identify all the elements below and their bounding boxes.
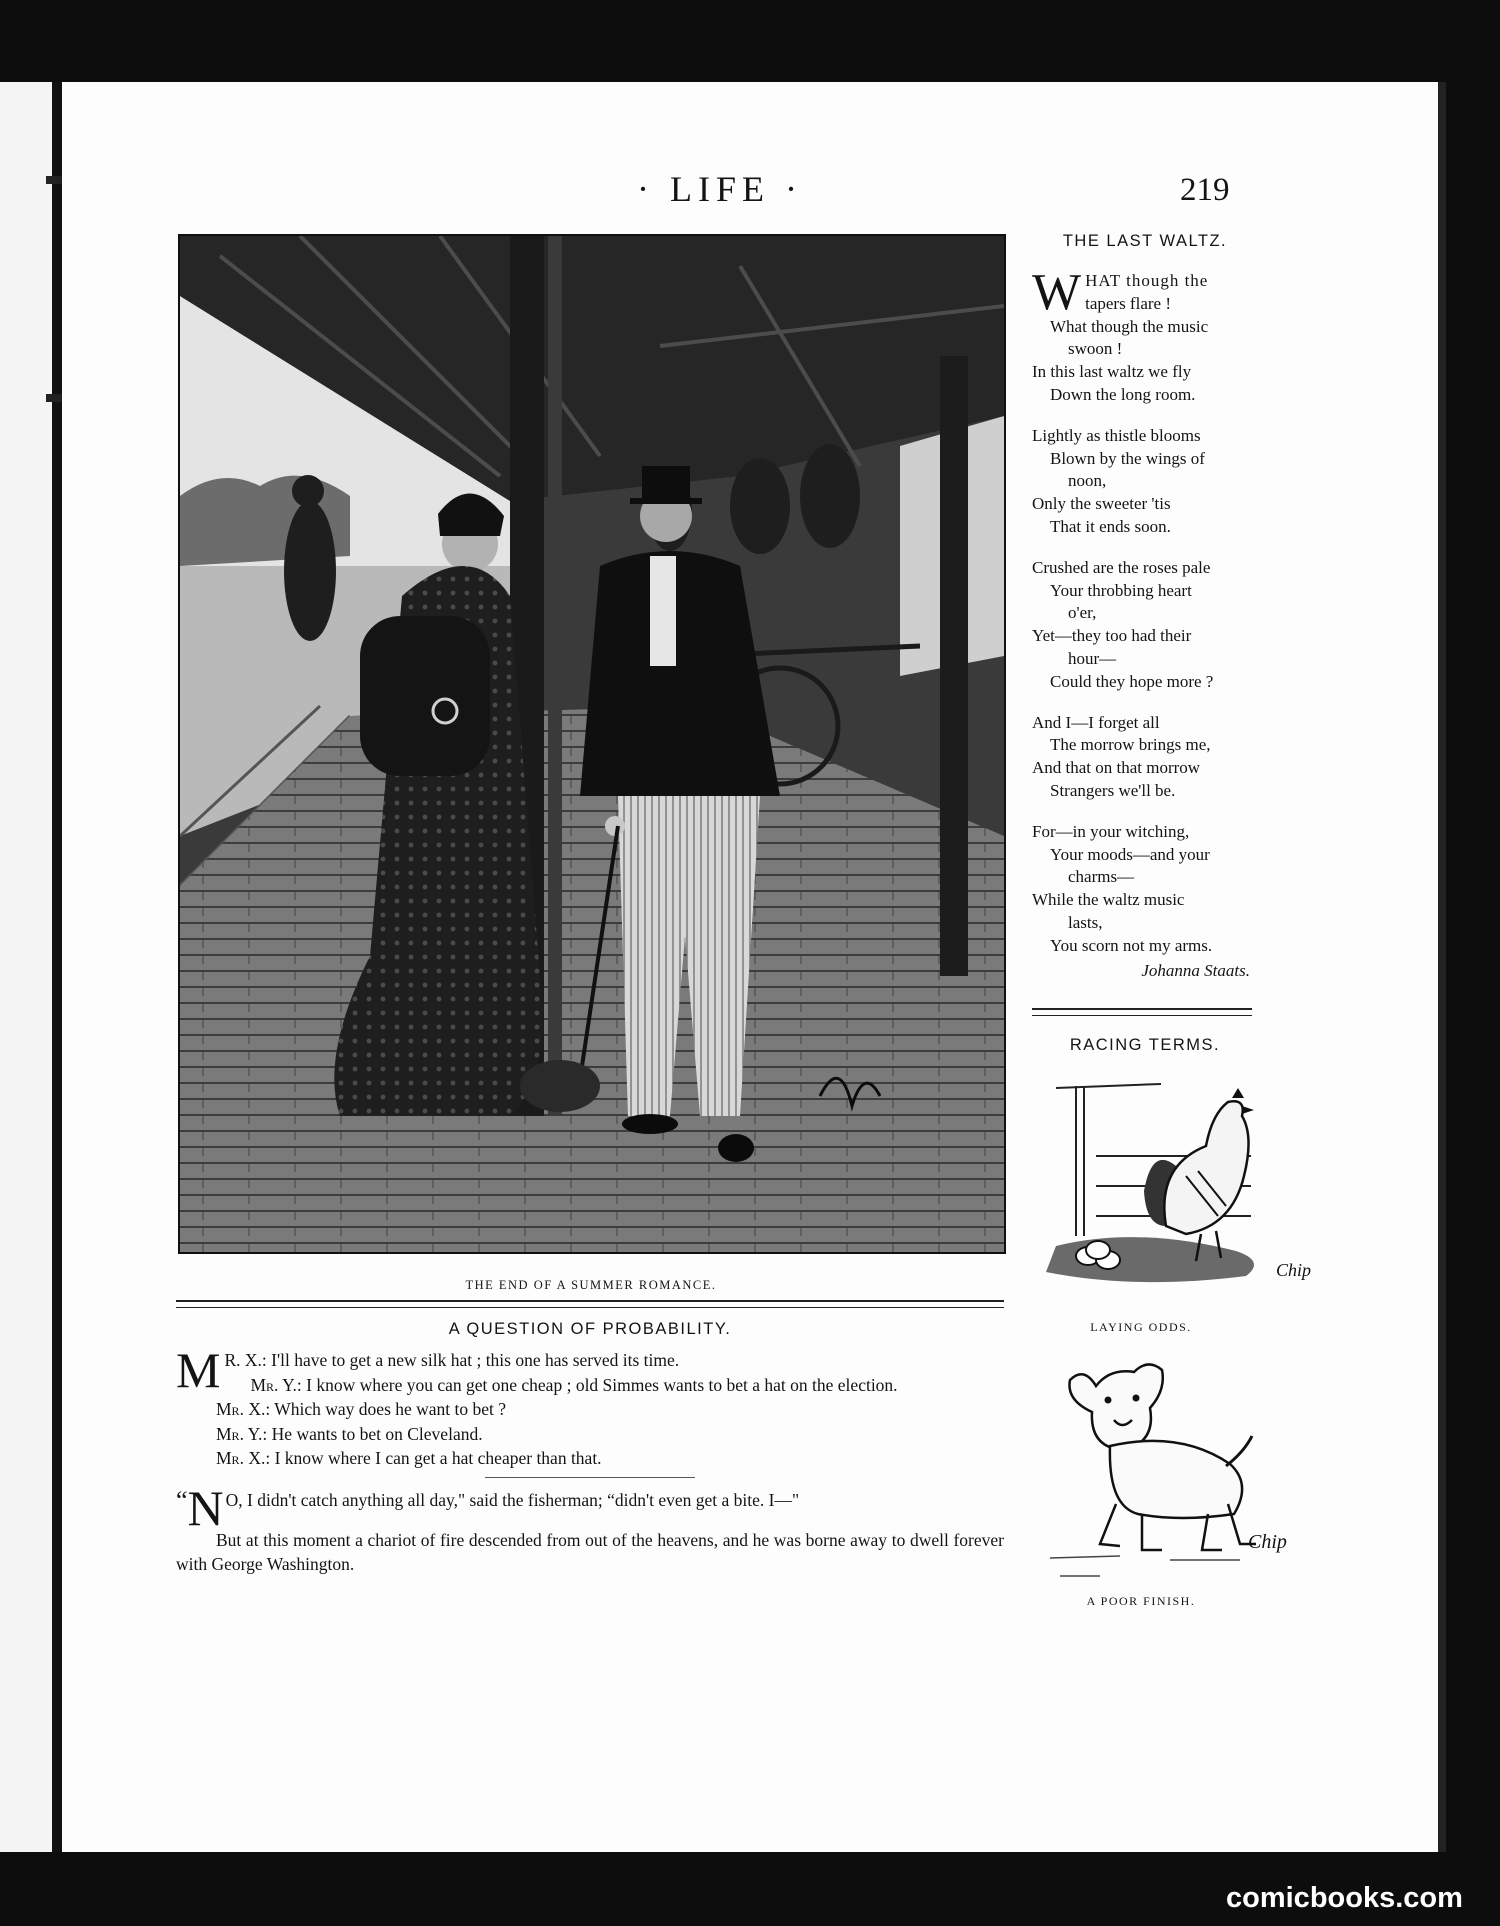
poem-line: tapers flare ! <box>1085 293 1171 313</box>
poem-line: lasts, <box>1068 912 1103 932</box>
poem <box>1032 264 1258 982</box>
hen-cartoon <box>1036 1076 1326 1306</box>
poem-line: o'er, <box>1068 603 1097 623</box>
illustration-caption: THE END OF A SUMMER ROMANCE. <box>465 1278 717 1292</box>
dog-caption: A POOR FINISH. <box>1086 1594 1196 1608</box>
anecdote-line <box>176 1479 1004 1536</box>
poem-line: In this last waltz we fly <box>1032 362 1192 382</box>
section-divider <box>176 1300 1004 1308</box>
poem-line: Only the sweeter 'tis <box>1032 494 1171 514</box>
poem-line: noon, <box>1068 471 1107 491</box>
binding-mark <box>46 394 62 402</box>
poem-line: Your throbbing heart <box>1050 580 1192 600</box>
short-divider <box>485 1477 695 1478</box>
bulldog-icon <box>1030 1354 1320 1584</box>
poem-stanza <box>1032 264 1258 407</box>
poem-line: While the waltz music <box>1032 890 1185 910</box>
book-spine <box>52 82 62 1852</box>
anecdote-text: But at this moment a chariot of fire descended from out of the heavens, and he was borne away to dwell forever with George Washington. <box>176 1529 1004 1574</box>
dialogue-text: : I know where you can get one cheap ; old Simmes wants to bet a hat on the election. <box>296 1374 898 1395</box>
poem-line: HAT though the <box>1085 271 1209 290</box>
station-platform-scene <box>180 236 1004 1252</box>
magazine-title: · LIFE · <box>637 169 803 209</box>
poem-line: For—in your witching, <box>1032 821 1190 841</box>
page-number: 219 <box>1180 172 1230 208</box>
poem-stanza <box>1032 821 1258 958</box>
poem-line: hour— <box>1068 648 1117 668</box>
watermark: comicbooks.com <box>1226 1882 1463 1914</box>
poem-dropcap: W <box>1032 264 1082 321</box>
poem-stanza <box>1032 712 1258 803</box>
poem-line: Yet—they too had their <box>1032 626 1192 646</box>
poem-stanza <box>1032 425 1258 539</box>
poem-line: Strangers we'll be. <box>1050 780 1176 800</box>
poem-line: And that on that morrow <box>1032 758 1201 778</box>
page-right-edge <box>1438 82 1446 1852</box>
poem-title: THE LAST WALTZ. <box>1062 232 1228 250</box>
speaker: Mr. X. <box>216 1448 266 1468</box>
dialogue-line <box>176 1373 1004 1398</box>
poem-line: charms— <box>1068 867 1135 887</box>
poem-line: You scorn not my arms. <box>1050 935 1213 955</box>
hen-signature: Chip <box>1276 1260 1312 1280</box>
main-illustration <box>178 234 1006 1254</box>
article-title: A QUESTION OF PROBABILITY. <box>448 1320 732 1338</box>
poem-line: And I—I forget all <box>1032 712 1160 732</box>
open-quote: “ <box>176 1485 188 1515</box>
article-body <box>176 1342 1004 1577</box>
poem-line: Could they hope more ? <box>1050 671 1214 691</box>
speaker: Mr. X. <box>216 1399 266 1419</box>
poem-stanza <box>1032 557 1258 694</box>
dialogue-text: : I know where I can get a hat cheaper than that. <box>265 1448 602 1468</box>
article-dropcap: M <box>176 1342 221 1398</box>
left-page-edge <box>0 82 54 1852</box>
poem-line: That it ends soon. <box>1050 516 1171 536</box>
dialogue-line <box>176 1422 1004 1447</box>
poem-line: The morrow brings me, <box>1050 735 1211 755</box>
anecdote-dropcap: N <box>187 1479 224 1536</box>
speaker: R. X. <box>224 1350 262 1370</box>
poem-line: Blown by the wings of <box>1050 448 1205 468</box>
racing-title: RACING TERMS. <box>1069 1036 1221 1054</box>
dialogue-text: : Which way does he want to bet ? <box>265 1399 507 1419</box>
dog-cartoon <box>1030 1354 1320 1584</box>
hen-icon <box>1036 1076 1326 1306</box>
dialogue-text: : I'll have to get a new silk hat ; this one has served its time. <box>261 1350 680 1370</box>
poem-line: Crushed are the roses pale <box>1032 557 1211 577</box>
dialogue-line <box>176 1446 1004 1471</box>
poem-line: Your moods—and your <box>1050 844 1210 864</box>
poem-line: Lightly as thistle blooms <box>1032 425 1201 445</box>
anecdote-line <box>176 1528 1004 1577</box>
speaker: Mr. Y. <box>216 1423 263 1444</box>
dialogue-text: : He wants to bet on Cleveland. <box>262 1423 483 1444</box>
poem-line: swoon ! <box>1068 339 1123 359</box>
poem-line: Down the long room. <box>1050 384 1196 404</box>
binding-mark <box>46 176 62 184</box>
dog-signature: Chip <box>1248 1531 1287 1553</box>
poem-author: Johanna Staats. <box>1141 960 1250 980</box>
anecdote-text: O, I didn't catch anything all day," said the fisherman; “didn't even get a bite. I—" <box>225 1489 800 1510</box>
dialogue-line <box>176 1397 1004 1422</box>
speaker: Mr. Y. <box>250 1374 297 1395</box>
section-divider <box>1032 1008 1252 1016</box>
poem-line: What though the music <box>1050 316 1209 336</box>
hen-caption: LAYING ODDS. <box>1090 1320 1192 1334</box>
